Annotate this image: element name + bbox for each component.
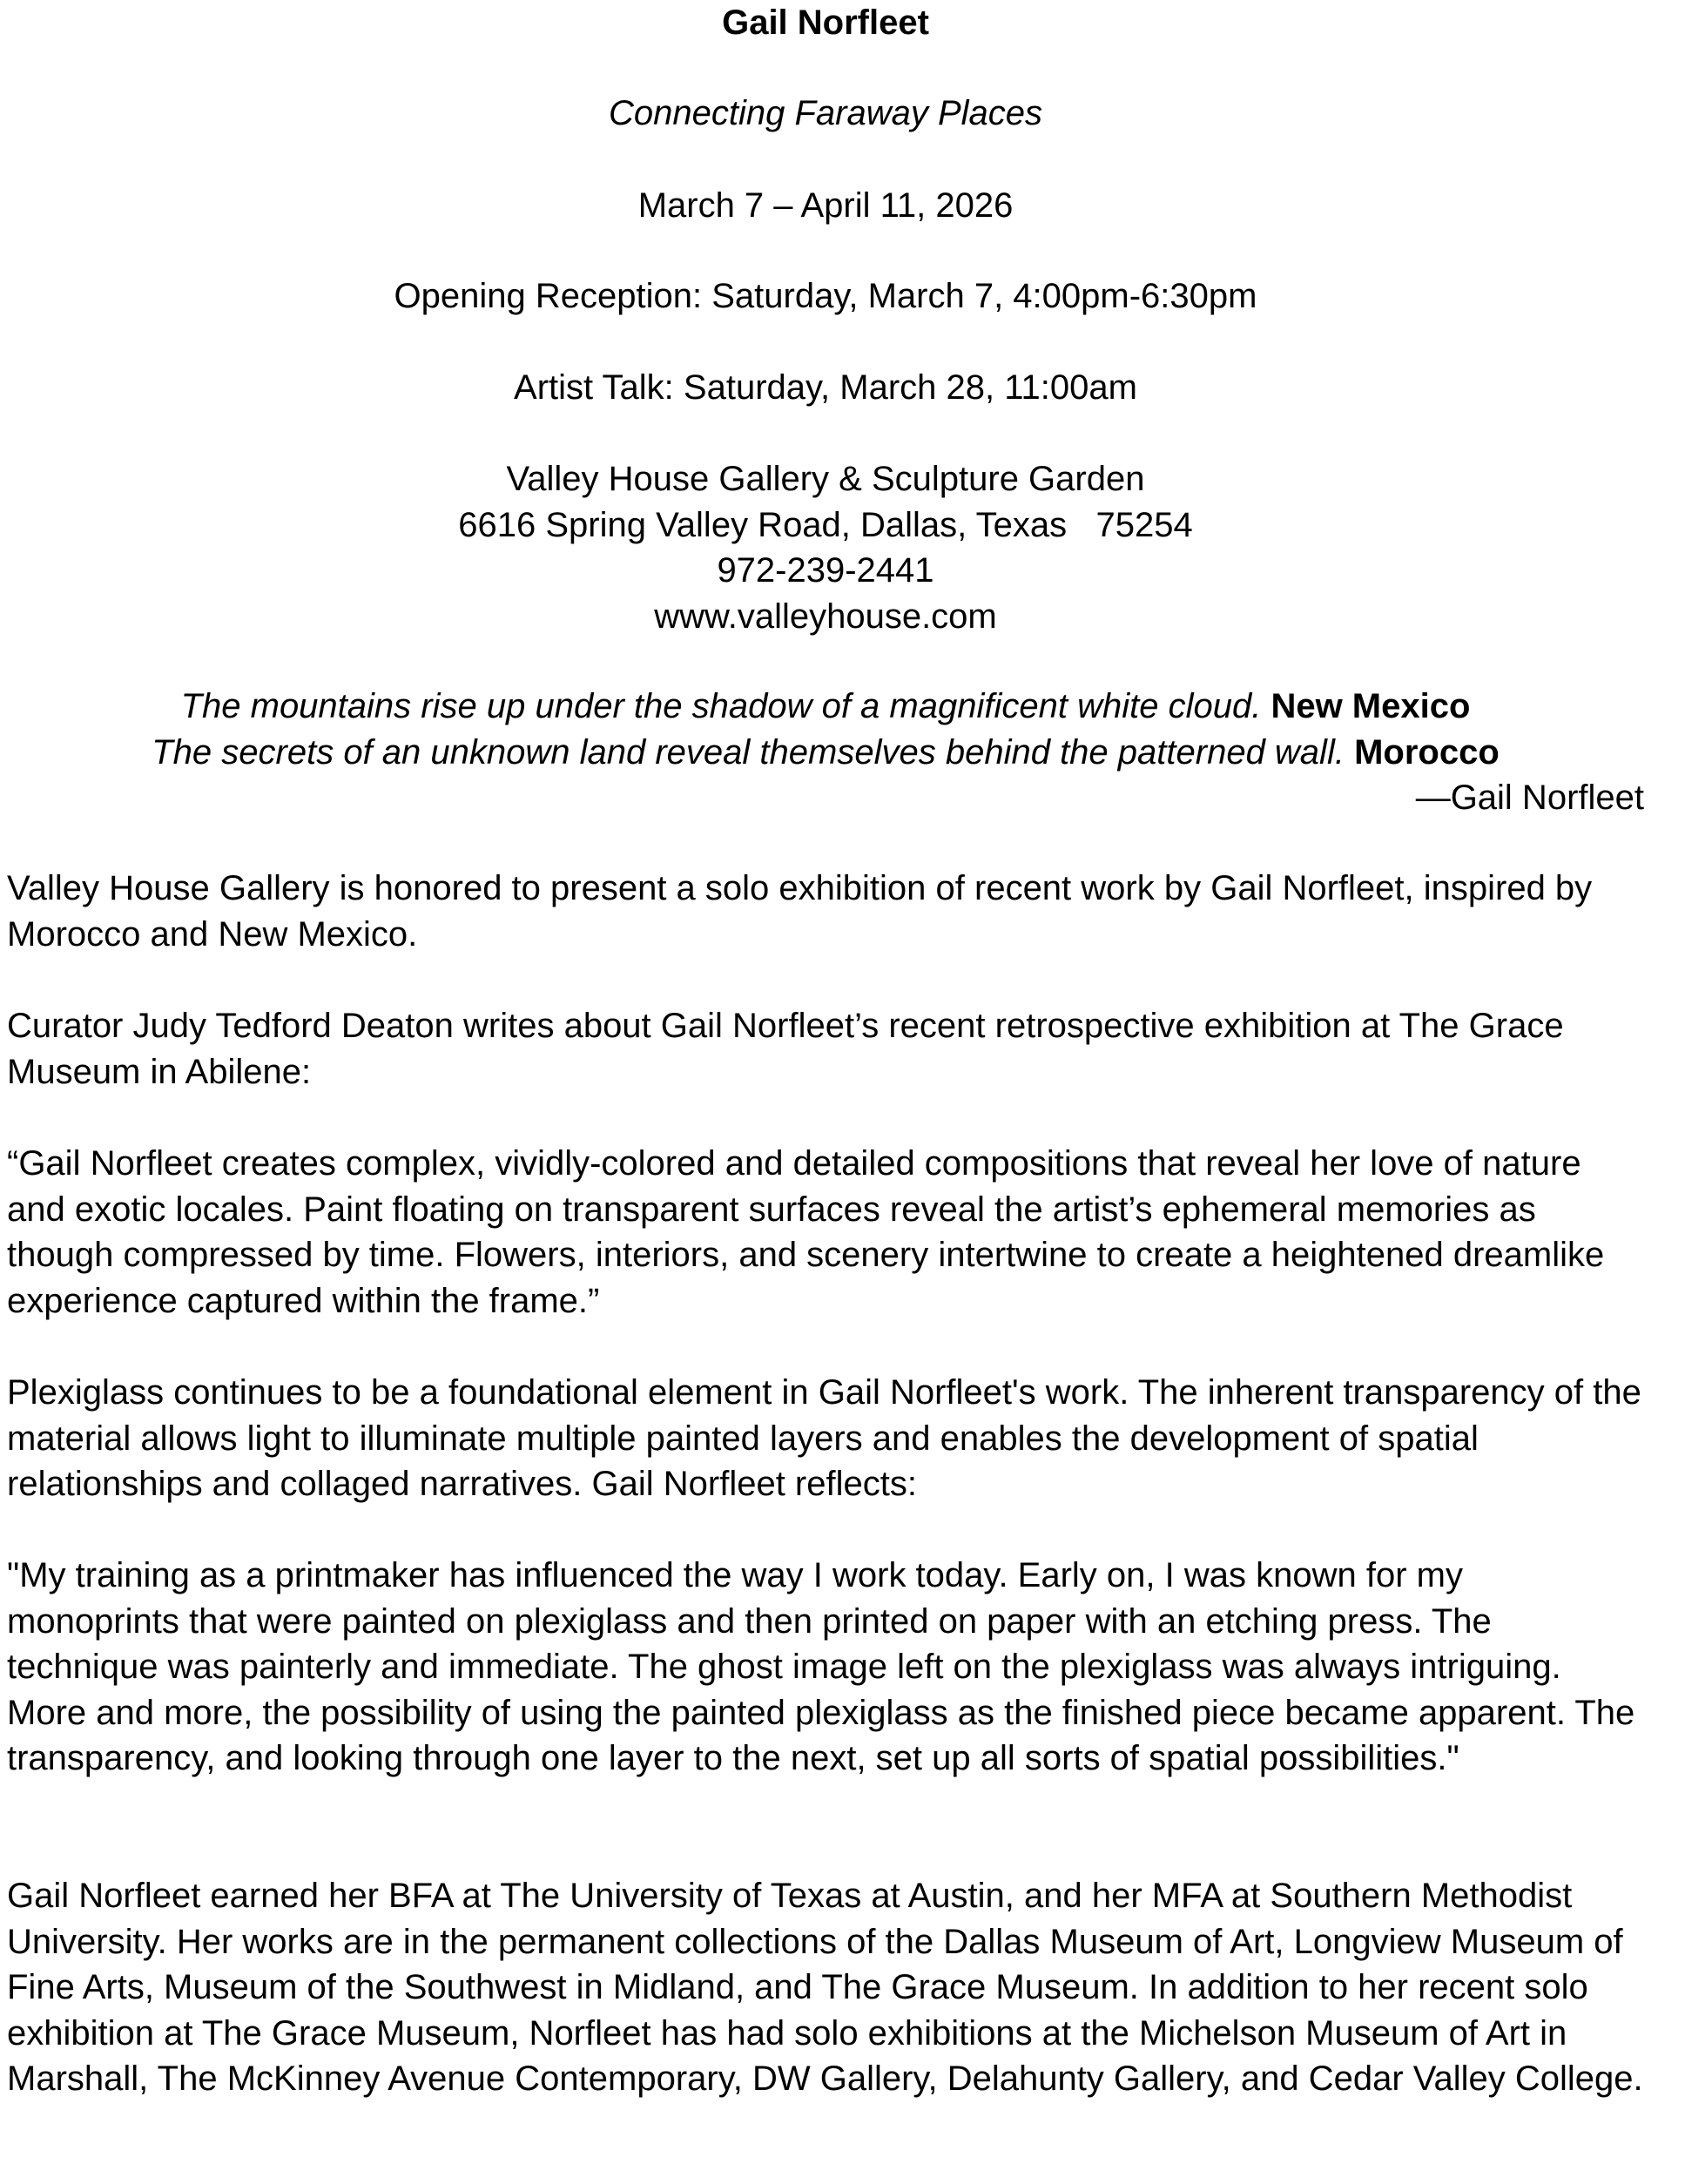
epigraph-line-1 <box>7 684 1644 730</box>
epigraph <box>7 684 1644 821</box>
exhibition-title: Connecting Faraway Places <box>608 94 1043 132</box>
artist-name: Gail Norfleet <box>722 3 929 42</box>
epigraph-attribution: —Gail Norfleet <box>1415 779 1644 817</box>
body-paragraph-artist-quote: "My training as a printmaker has influenced the way I work today. Early on, I was known for my monoprints that were painted on plexiglass and then printed on paper with an etching press. The technique was painterly and immediate. The ghost image left on the plexiglass was always intriguing. More and more, the possibility of using the painted plexiglass as the finished piece became apparent. The transparency, and looking through one layer to the next, set up all sorts of spatial possibilities." <box>7 1556 1635 1777</box>
body-paragraph-plexiglass: Plexiglass continues to be a foundational element in Gail Norfleet's work. The inherent transparency of the material allows light to illuminate multiple painted layers and enables the development of spatial relationships and collaged narratives. Gail Norfleet reflects: <box>7 1373 1641 1503</box>
epigraph-line-1-text: The mountains rise up under the shadow of a magnificent white cloud. <box>180 687 1262 725</box>
body-paragraph-curator: Curator Judy Tedford Deaton writes about Gail Norfleet’s recent retrospective exhibition at The Grace Museum in Abilene: <box>7 1007 1564 1091</box>
body-paragraph-curator-quote: “Gail Norfleet creates complex, vividly-colored and detailed compositions that reveal her love of nature and exotic locales. Paint floating on transparent surfaces reveal the artist’s ephemeral memories as though compressed by time. Flowers, interiors, and scenery intertwine to create a heightened dreamlike experience captured within the frame.” <box>7 1144 1605 1320</box>
epigraph-line-2-place: Morocco <box>1354 732 1500 772</box>
gallery-phone: 972-239-2441 <box>717 551 934 590</box>
opening-reception: Opening Reception: Saturday, March 7, 4:00pm-6:30pm <box>394 277 1257 315</box>
body-paragraph-intro: Valley House Gallery is honored to present a solo exhibition of recent work by Gail Norfleet, inspired by Morocco and New Mexico. <box>7 869 1593 954</box>
epigraph-line-1-place: New Mexico <box>1270 687 1471 725</box>
exhibition-dates: March 7 – April 11, 2026 <box>637 186 1014 225</box>
epigraph-line-2 <box>7 730 1644 776</box>
artist-talk: Artist Talk: Saturday, March 28, 11:00am <box>514 368 1137 407</box>
gallery-website: www.valleyhouse.com <box>654 597 997 636</box>
gallery-address: 6616 Spring Valley Road, Dallas, Texas 75254 <box>458 505 1193 544</box>
gallery-name: Valley House Gallery & Sculpture Garden <box>506 460 1145 498</box>
body-paragraph-biography: Gail Norfleet earned her BFA at The University of Texas at Austin, and her MFA at Southern Methodist University. Her works are in the permanent collections of the Dallas Museum of Art, Longview Museum of Fine Arts, Museum of the Southwest in Midland, and The Grace Museum. In addition to her recent solo exhibition at The Grace Museum, Norfleet has had solo exhibitions at the Michelson Museum of Art in Marshall, The McKinney Avenue Contemporary, DW Gallery, Delahunty Gallery, and Cedar Valley College. <box>7 1877 1643 2098</box>
epigraph-line-2-text: The secrets of an unknown land reveal themselves behind the patterned wall. <box>152 732 1345 772</box>
gallery-info <box>7 456 1644 639</box>
